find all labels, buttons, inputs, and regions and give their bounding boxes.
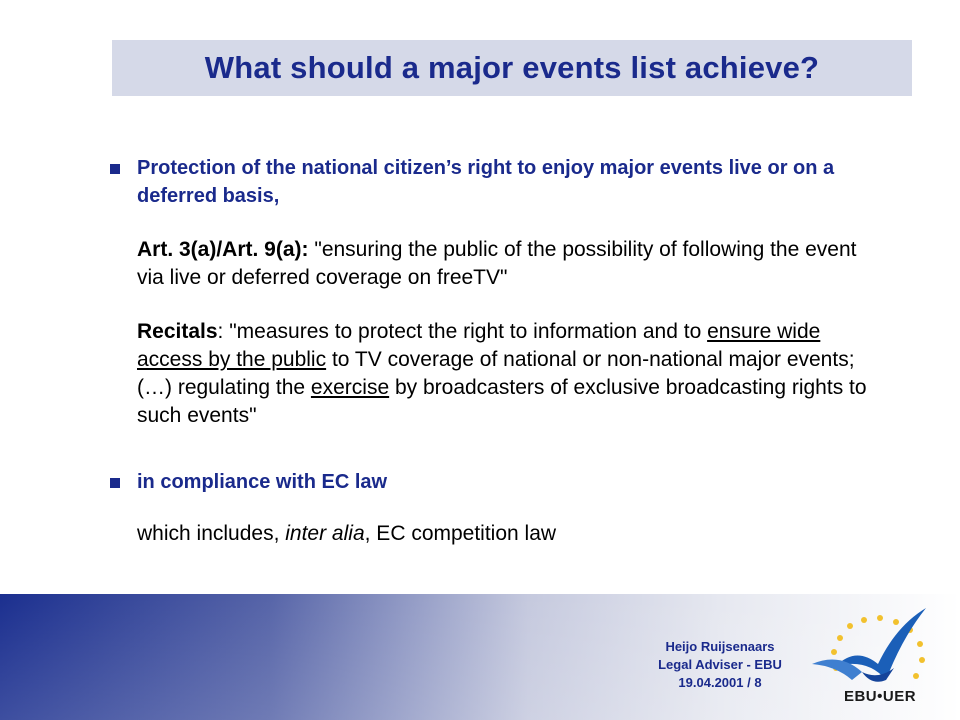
author-name: Heijo Ruijsenaars: [665, 639, 775, 654]
square-bullet-icon: [110, 164, 120, 174]
which-italic: inter alia: [285, 522, 365, 545]
art-paragraph: [137, 236, 877, 292]
competition-law-paragraph: [137, 520, 877, 548]
logo-text: EBU•UER: [843, 688, 917, 705]
recitals-label: Recitals: [137, 320, 218, 343]
recitals-text-2: to TV coverage of national or non-national major events; (…) regulating the: [137, 348, 855, 399]
date-page: 19.04.2001 / 8: [678, 675, 762, 690]
recitals-text-1: : "measures to protect the right to information and to: [217, 320, 708, 343]
art-text: "ensuring the public of the possibility of following the event via live or deferred coverage on freeTV": [137, 238, 857, 289]
bullet-heading-protection: Protection of the national citizen’s right to enjoy major events live or on a deferred basis,: [137, 157, 835, 207]
author-role: Legal Adviser - EBU: [658, 657, 782, 672]
title-bar: [112, 40, 912, 96]
slide-title: What should a major events list achieve?: [204, 50, 820, 85]
which-text-2: , EC competition law: [364, 522, 557, 545]
recitals-underline-1: ensure wide access by the public: [137, 320, 821, 371]
square-bullet-icon: [110, 478, 120, 488]
recitals-text-3: by broadcasters of exclusive broadcasting rights to such events": [137, 376, 867, 427]
recitals-paragraph: [137, 318, 877, 430]
recitals-underline-2: exercise: [310, 376, 390, 399]
art-label: Art. 3(a)/Art. 9(a):: [137, 238, 309, 261]
bullet-heading-compliance: in compliance with EC law: [137, 471, 388, 493]
which-text-1: which includes,: [137, 522, 286, 545]
